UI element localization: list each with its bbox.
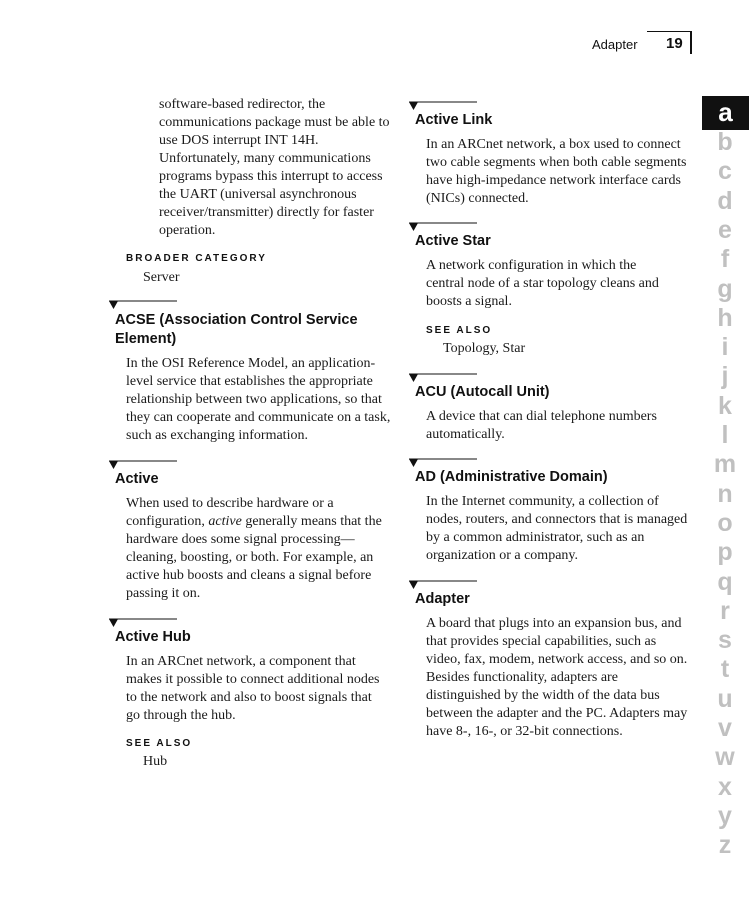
term-acse: ACSE (Association Control Service Element) xyxy=(115,312,358,347)
thumb-tab-letter-e[interactable]: e xyxy=(718,215,732,244)
emphasis-active: active xyxy=(208,514,242,529)
entry-marker xyxy=(409,101,477,111)
thumb-tab-letter-b[interactable]: b xyxy=(717,128,733,156)
term-adapter: Adapter xyxy=(415,591,470,607)
thumb-tab-letter-t[interactable]: t xyxy=(720,655,730,684)
thumb-tab-letter-h[interactable]: h xyxy=(717,303,733,332)
term-active-hub: Active Hub xyxy=(115,629,191,645)
thumb-tab-letter-z[interactable]: z xyxy=(718,831,732,860)
thumb-tab-letter-w[interactable]: w xyxy=(715,743,735,772)
broader-category-label: BROADER CATEGORY xyxy=(126,253,267,264)
term-ad: AD (Administrative Domain) xyxy=(415,469,608,485)
definition-active: When used to describe hardware or a configuration, active generally means that the hardware does some signal processing—cleaning, boosting, or both. For example, an active hub boosts and cleans a signal before passing it on. xyxy=(126,496,382,601)
definition-active-hub: In an ARCnet network, a component that makes it possible to connect additional nodes to the network and also to boost signals that go through the hub. xyxy=(126,654,380,723)
entry-marker xyxy=(109,460,177,470)
thumb-tab-letter-x[interactable]: x xyxy=(718,772,732,801)
thumb-tab-letter-r[interactable]: r xyxy=(720,596,730,625)
definition-ad: In the Internet community, a collection of nodes, routers, and connectors that is managed by a common administrator, such as an organization or a company. xyxy=(426,494,688,563)
entry-marker xyxy=(109,300,177,310)
continuation-text: software-based redirector, the communications package must be able to use DOS interrupt INT 14H. Unfortunately, many communications programs bypass this interrupt to access the UART (universal asynchronous receiver/transmitter) directly for faster operation. xyxy=(159,97,390,238)
entry-marker xyxy=(409,458,477,468)
thumb-tab-letter-q[interactable]: q xyxy=(717,567,733,596)
see-also-topology-star: Topology, Star xyxy=(443,341,526,356)
thumb-tab-letter-u[interactable]: u xyxy=(717,684,733,713)
page-number: 19 xyxy=(666,35,683,52)
thumb-tab-letter-c[interactable]: c xyxy=(718,157,732,186)
entry-marker xyxy=(409,373,477,383)
thumb-tab-letter-g[interactable]: g xyxy=(717,274,733,303)
definition-acu: A device that can dial telephone numbers automatically. xyxy=(426,409,657,442)
header-rule xyxy=(647,31,691,32)
definition-active-link: In an ARCnet network, a box used to connect two cable segments when both cable segments have high-impedance network interface cards (NICs) connected. xyxy=(426,137,687,206)
see-also-label: SEE ALSO xyxy=(126,738,193,749)
see-also-hub: Hub xyxy=(143,754,168,769)
term-active: Active xyxy=(115,471,159,487)
thumb-tab-letter-p[interactable]: p xyxy=(717,538,733,567)
term-active-link: Active Link xyxy=(415,112,493,128)
thumb-tab-letter-a: a xyxy=(718,97,733,127)
thumb-tab-letter-s[interactable]: s xyxy=(718,626,732,655)
term-active-star: Active Star xyxy=(415,233,491,249)
thumb-tab-letter-k[interactable]: k xyxy=(718,391,732,420)
definition-adapter: A board that plugs into an expansion bus, and that provides special capabilities, such as video, fax, modem, network access, and so on. Besides functionality, adapters are distinguished by the width of the data bus between the adapter and the PC. Adapters may have 8-, 16-, or 32-bit connections. xyxy=(426,616,688,739)
thumb-tab-letter-i[interactable]: i xyxy=(721,333,729,362)
entry-marker xyxy=(409,580,477,590)
see-also-label: SEE ALSO xyxy=(426,325,493,336)
thumb-tab-letter-f[interactable]: f xyxy=(720,245,730,274)
thumb-tab-letter-d[interactable]: d xyxy=(717,186,733,215)
thumb-tab-letter-l[interactable]: l xyxy=(721,421,729,449)
definition-active-star: A network configuration in which the central node of a star topology cleans and boosts a signal. xyxy=(426,258,659,309)
definition-acse: In the OSI Reference Model, an application-level service that establishes the appropriate relationship between two applications, so that they can cooperate and communicate on a task, such as exchanging information. xyxy=(126,356,391,443)
header-bar xyxy=(690,31,692,54)
thumb-tab-letter-n[interactable]: n xyxy=(717,479,733,508)
term-acu: ACU (Autocall Unit) xyxy=(415,384,550,400)
entry-marker xyxy=(409,222,477,232)
thumb-tab-letter-o[interactable]: o xyxy=(717,508,733,537)
broader-category-value: Server xyxy=(143,270,180,285)
running-title: Adapter xyxy=(592,37,638,52)
entry-marker xyxy=(109,618,177,628)
thumb-tab-letter-j[interactable]: j xyxy=(721,362,729,391)
thumb-tab-letter-v[interactable]: v xyxy=(718,714,732,742)
thumb-tab-letter-m[interactable]: m xyxy=(713,450,737,479)
thumb-tab-active[interactable] xyxy=(702,96,749,130)
thumb-tab-letter-y[interactable]: y xyxy=(718,801,732,830)
